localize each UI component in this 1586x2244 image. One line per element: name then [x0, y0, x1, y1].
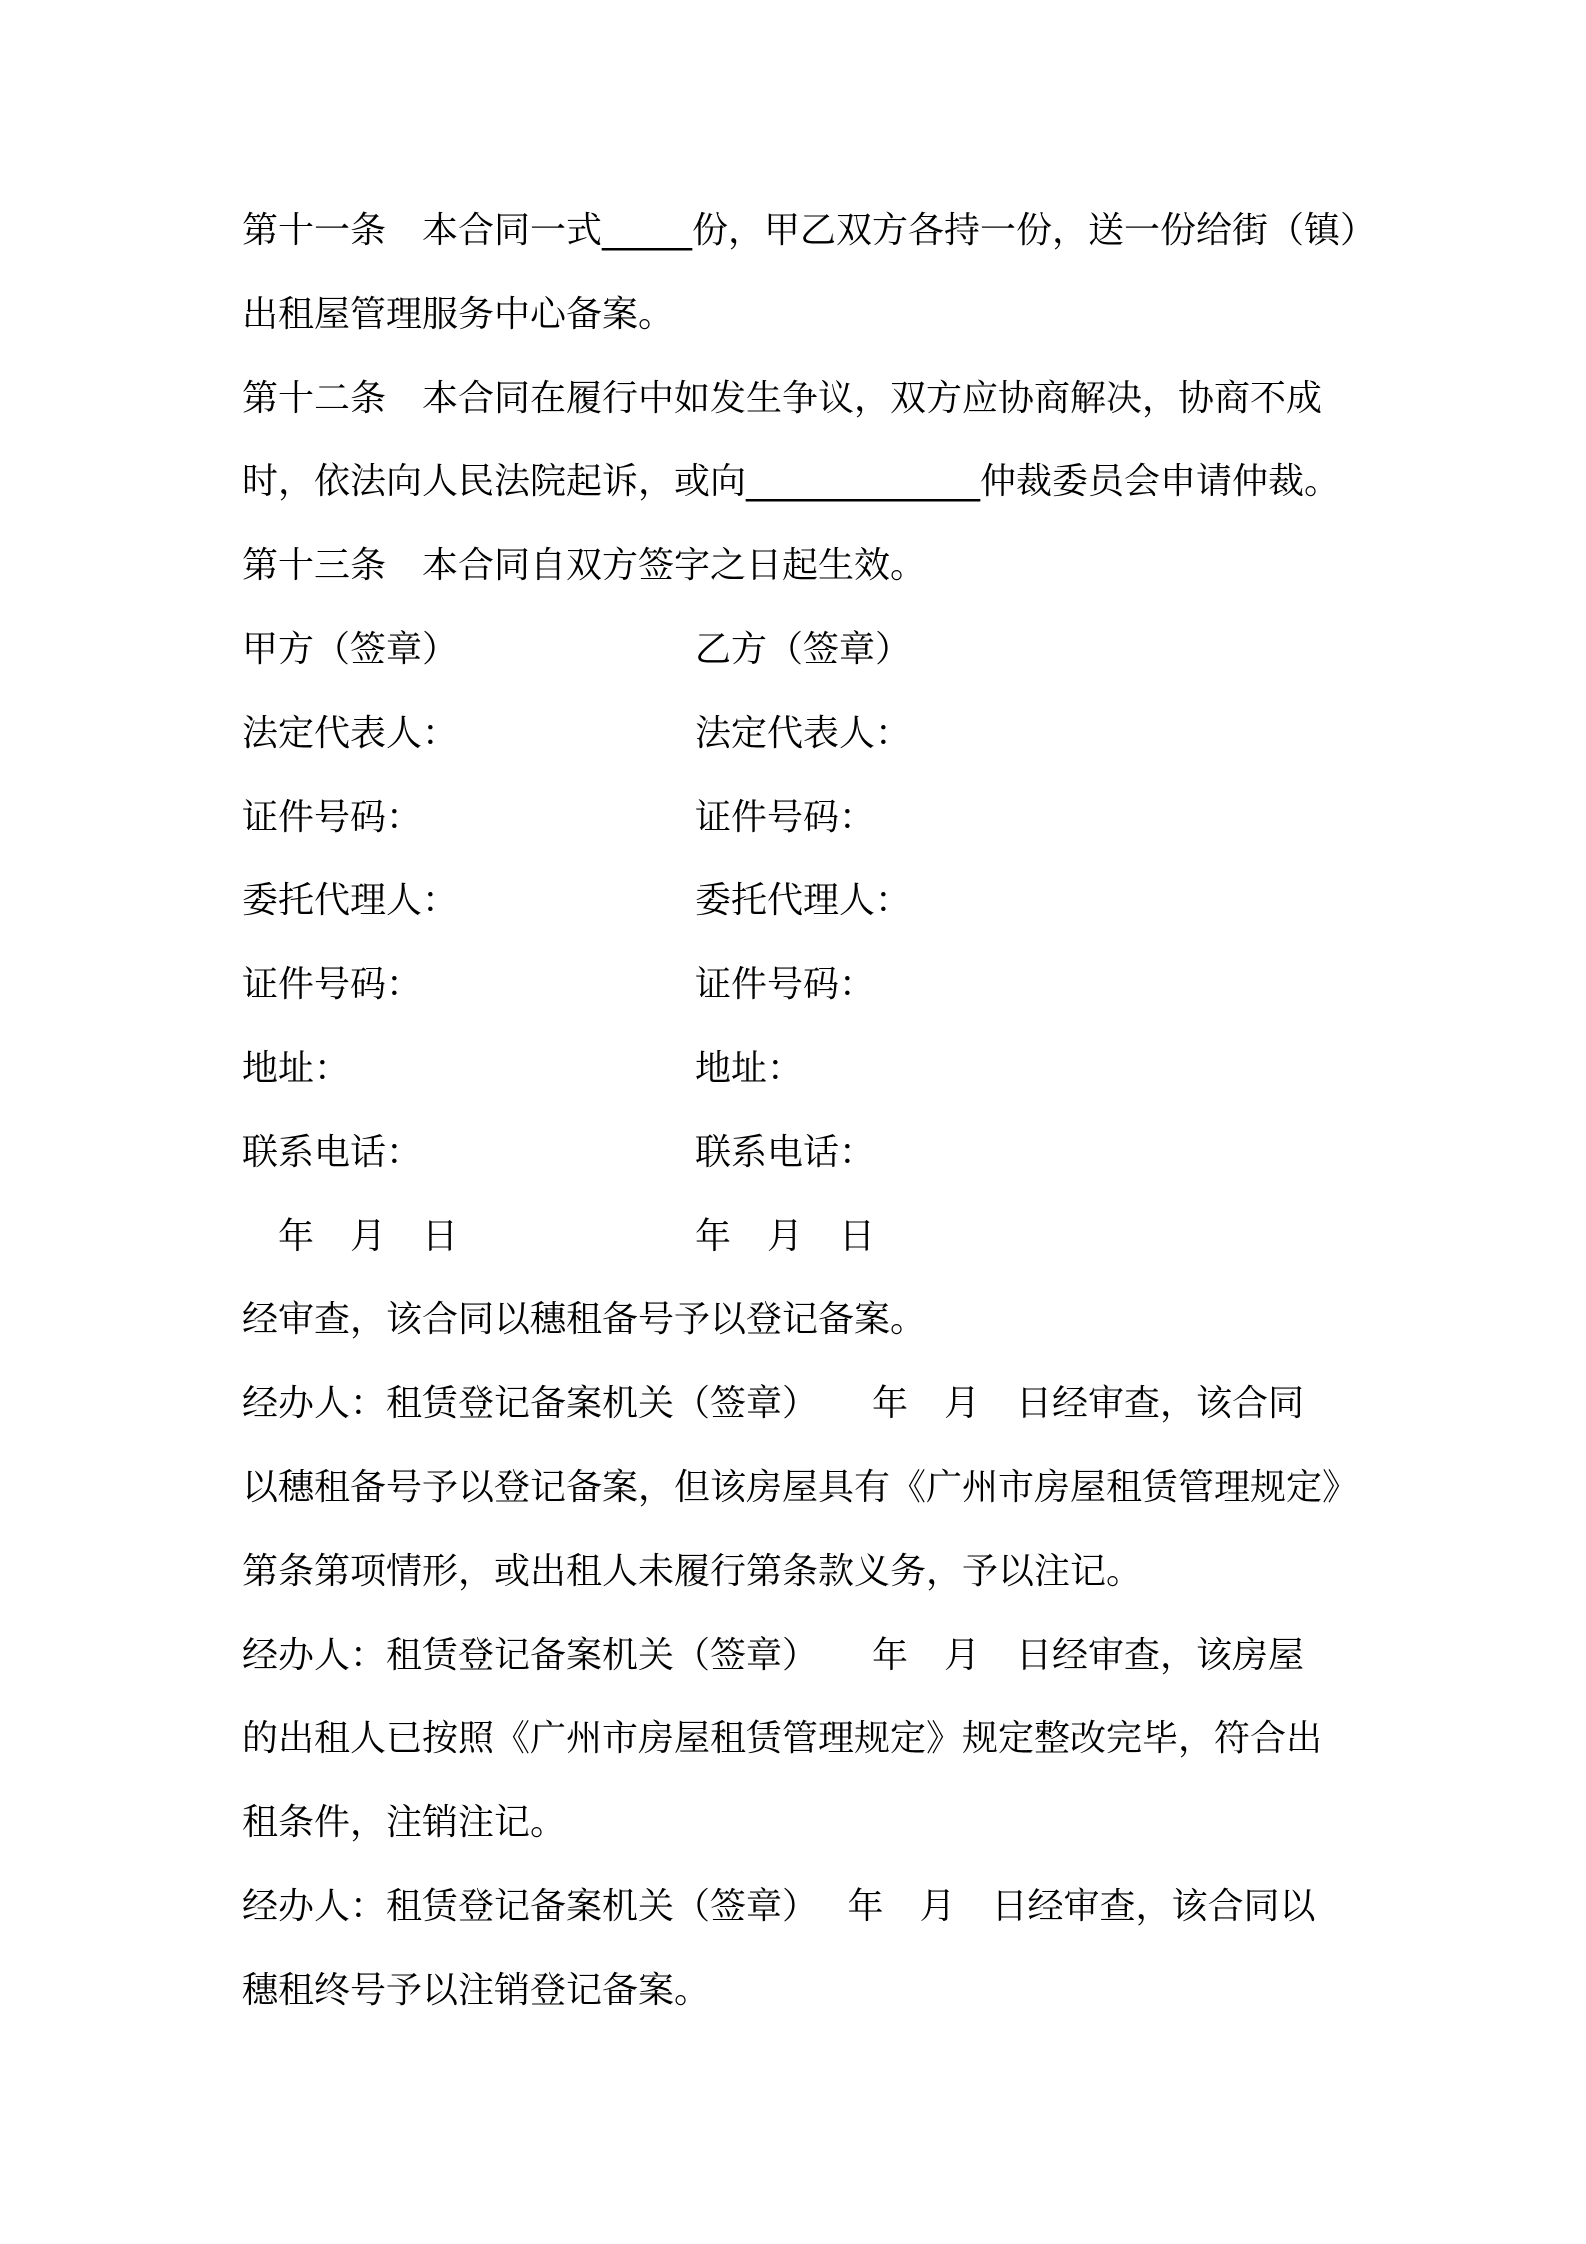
clause-13: 第十三条 本合同自双方签字之日起生效。	[242, 545, 927, 587]
party-b-seal-label: 乙方（签章）	[695, 628, 912, 670]
clause-11-line-1: 第十一条 本合同一式_____份，甲乙双方各持一份，送一份给街（镇）	[242, 210, 1377, 251]
registration-note-2-line-2: 以穗租备号予以登记备案，但该房屋具有《广州市房屋租赁管理规定》	[242, 1466, 1359, 1508]
party-a-agent-label: 委托代理人：	[242, 880, 459, 922]
party-b-agent-id-number-label: 证件号码：	[695, 964, 876, 1006]
party-a-address-label: 地址：	[242, 1047, 351, 1089]
party-a-agent-id-number-label: 证件号码：	[242, 964, 423, 1006]
party-b-address-label: 地址：	[695, 1047, 804, 1089]
signature-row-seal	[242, 608, 1402, 692]
clause-12-line-2: 时，依法向人民法院起诉，或向_____________仲裁委员会申请仲裁。	[242, 461, 1341, 503]
document-body	[242, 189, 1402, 2033]
party-b-legal-rep-label: 法定代表人：	[695, 712, 912, 754]
clause-12-line-1: 第十二条 本合同在履行中如发生争议，双方应协商解决，协商不成	[242, 377, 1323, 419]
signature-row-agent-id-number	[242, 943, 1402, 1027]
signature-row-address	[242, 1027, 1402, 1111]
registration-note-3-line-1: 经办人：租赁登记备案机关（签章） 年 月 日经审查，该房屋	[242, 1634, 1305, 1676]
party-a-id-number-label: 证件号码：	[242, 796, 423, 838]
registration-note-4-line-1: 经办人：租赁登记备案机关（签章） 年 月 日经审查，该合同以	[242, 1885, 1316, 1927]
signature-row-legal-rep	[242, 692, 1402, 776]
party-a-phone-label: 联系电话：	[242, 1131, 423, 1173]
registration-note-3-line-2: 的出租人已按照《广州市房屋租赁管理规定》规定整改完毕，符合出	[242, 1718, 1323, 1760]
party-b-phone-label: 联系电话：	[695, 1131, 876, 1173]
party-b-date: 年 月 日	[695, 1215, 876, 1257]
signature-row-agent	[242, 859, 1402, 943]
party-a-date: 年 月 日	[242, 1215, 459, 1257]
clause-11-line-2: 出租屋管理服务中心备案。	[242, 293, 675, 335]
party-b-agent-label: 委托代理人：	[695, 880, 912, 922]
signature-row-phone	[242, 1111, 1402, 1195]
signature-row-id-number	[242, 776, 1402, 860]
registration-note-2-line-3: 第条第项情形，或出租人未履行第条款义务，予以注记。	[242, 1550, 1143, 1592]
registration-note-1: 经审查，该合同以穗租备号予以登记备案。	[242, 1299, 927, 1341]
party-a-legal-rep-label: 法定代表人：	[242, 712, 459, 754]
signature-row-date	[242, 1195, 1402, 1279]
registration-note-3-line-3: 租条件，注销注记。	[242, 1802, 567, 1844]
registration-note-2-line-1: 经办人：租赁登记备案机关（签章） 年 月 日经审查，该合同	[242, 1383, 1305, 1425]
party-b-id-number-label: 证件号码：	[695, 796, 876, 838]
registration-note-4-line-2: 穗租终号予以注销登记备案。	[242, 1969, 711, 2011]
party-a-seal-label: 甲方（签章）	[242, 628, 459, 670]
